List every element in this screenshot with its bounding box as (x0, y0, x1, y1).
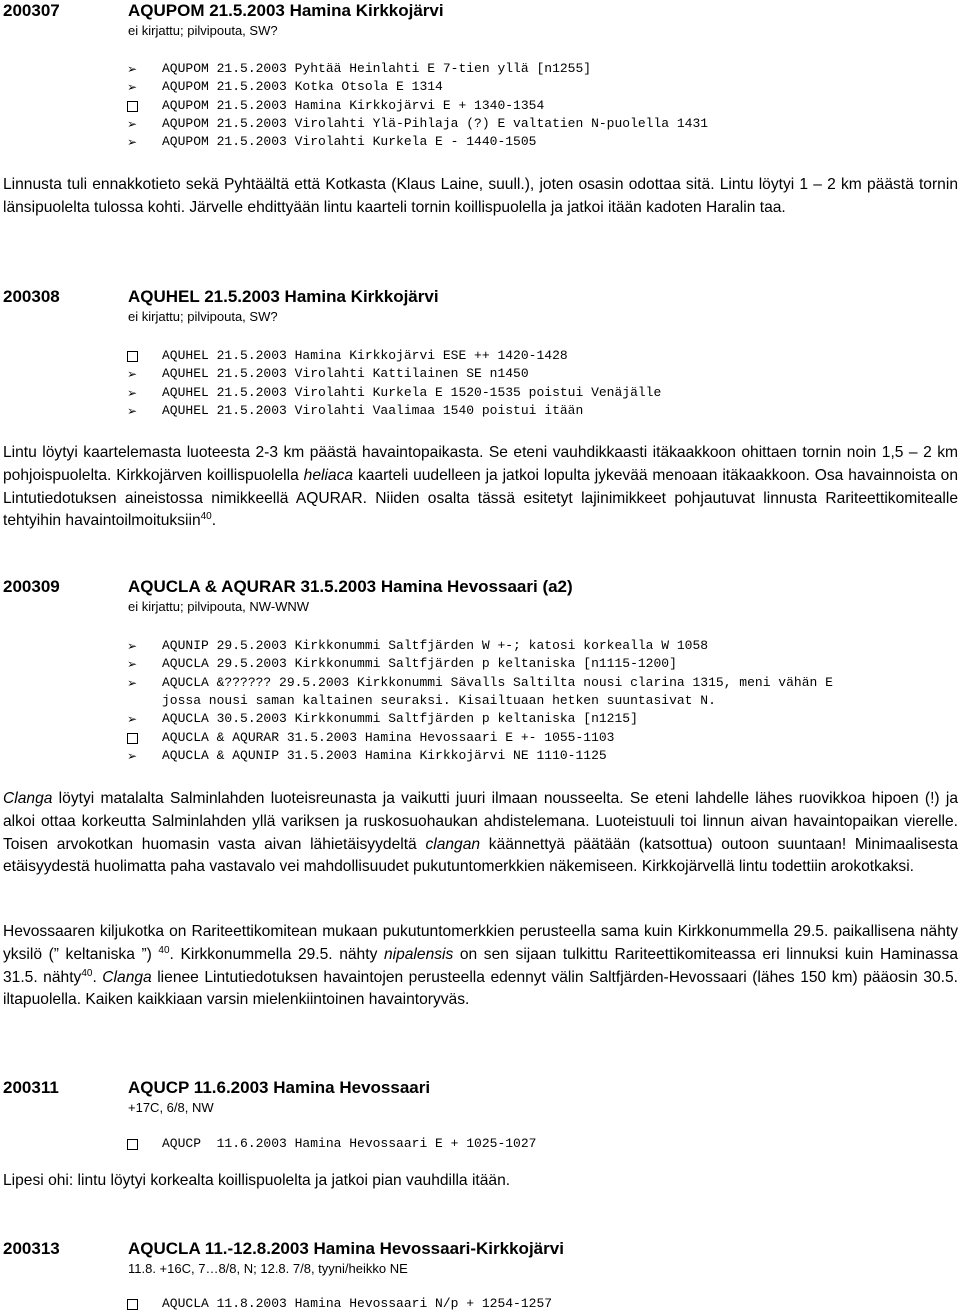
sighting-text: AQUCP 11.6.2003 Hamina Hevossaari E + 1025-1027 (162, 1136, 537, 1151)
text-run: Linnusta tuli ennakkotieto sekä Pyhtäältä että Kotkasta (Klaus Laine, suull.), joten osasin odottaa sitä. Lintu löytyi 1 – 2 km päästä tornin länsipuolelta tulossa kohti. Järvelle ehdittyään lintu kaarteli tornin koillispuolella ja jatkoi itään kadoten Haralin taa. (3, 176, 958, 216)
arrow-bullet-icon (125, 384, 139, 402)
paragraph (3, 442, 958, 533)
sighting-text: AQUPOM 21.5.2003 Kotka Otsola E 1314 (162, 79, 443, 95)
sighting-line (0, 384, 960, 402)
sighting-text: AQUPOM 21.5.2003 Pyhtää Heinlahti E 7-tien yllä [n1255] (162, 61, 592, 76)
sighting-line (0, 402, 960, 420)
record-number: 200313 (3, 1239, 60, 1258)
footnote-ref: 40 (158, 944, 170, 956)
sighting-line (0, 747, 960, 765)
arrow-bullet-icon (125, 655, 139, 673)
sighting-text: AQUCLA & AQUNIP 31.5.2003 Hamina Kirkkojärvi NE 1110-1125 (162, 747, 607, 763)
sighting-line (0, 347, 960, 365)
sighting-text: AQUHEL 21.5.2003 Hamina Kirkkojärvi ESE ++ 1420-1428 (162, 348, 568, 363)
sighting-text: AQUPOM 21.5.2003 Virolahti Ylä-Pihlaja (?) E valtatien N-puolella 1431 (162, 115, 709, 131)
sighting-text: AQUPOM 21.5.2003 Virolahti Kurkela E - 1440-1505 (162, 134, 537, 150)
sighting-line (0, 1135, 960, 1153)
sighting-text: jossa nousi saman kaltainen seuraksi. Kisailtuaan hetken suuntasivat N. (162, 692, 716, 708)
record-header (0, 576, 960, 598)
arrow-bullet-icon (125, 78, 139, 96)
italic-term: Clanga (3, 790, 53, 807)
italic-term: Clanga (102, 968, 152, 986)
sighting-line (0, 78, 960, 96)
record-number: 200307 (3, 1, 60, 20)
italic-term: heliaca (303, 466, 354, 484)
footnote-ref: 40 (200, 511, 212, 523)
record-title: AQUHEL 21.5.2003 Hamina Kirkkojärvi (128, 287, 439, 306)
arrow-bullet-icon (125, 115, 139, 133)
sighting-line (0, 710, 960, 728)
sighting-line (0, 1295, 960, 1313)
record-conditions: 11.8. +16C, 7…8/8, N; 12.8. 7/8, tyyni/heikko NE (128, 1261, 408, 1276)
record-header (0, 286, 960, 308)
sighting-text: AQUCLA 29.5.2003 Kirkkonummi Saltfjärden p keltaniska [n1115-1200] (162, 656, 677, 672)
sighting-line (0, 115, 960, 133)
paragraph (3, 788, 958, 879)
record-header (0, 1077, 960, 1099)
text-run: Lintu löytyi kaartelemasta luoteesta 2-3 km päästä havaintopaikasta. Se eteni vauhdikkaasti itäkaakkoon ohittaen tornin noin 1,5 – 2 km pohjoispuolelta. Kirkkojärven koillispuolella (3, 444, 958, 484)
record-number: 200308 (3, 287, 60, 306)
checkbox-bullet-icon (127, 101, 138, 112)
record-title: AQUCLA & AQURAR 31.5.2003 Hamina Hevossaari (a2) (128, 577, 573, 596)
sighting-line (0, 60, 960, 78)
arrow-bullet-icon (125, 365, 139, 383)
sighting-text: AQUCLA 11.8.2003 Hamina Hevossaari N/p + 1254-1257 (162, 1296, 553, 1311)
text-run: Hevossaaren kiljukotka on Rariteettikomitean mukaan pukutuntomerkkien perusteella sama kuin Kirkkonummella 29.5. paikallisena nähty yksilö (” keltaniska ”) (3, 923, 958, 963)
record-title: AQUCP 11.6.2003 Hamina Hevossaari (128, 1078, 431, 1097)
italic-term: clangan (425, 835, 481, 853)
record-number: 200311 (3, 1078, 59, 1097)
record-header (0, 0, 960, 22)
text-run: käännettyä päätään (katsottua) outoon suuntaan! Minimaalisesta etäisyydestä huolimatta paha vastavalo vei mahdollisuudet pukutuntomerkkien näkemiseen. Kirkkojärvellä lintu todettiin arokotkaksi. (3, 835, 958, 876)
paragraph (3, 921, 958, 1012)
record-title: AQUPOM 21.5.2003 Hamina Kirkkojärvi (128, 1, 444, 20)
sighting-line (0, 637, 960, 655)
footnote-ref: 40 (81, 967, 93, 979)
record-number: 200309 (3, 577, 60, 596)
paragraph (3, 174, 958, 220)
sighting-text: AQUNIP 29.5.2003 Kirkkonummi Saltfjärden W +-; katosi korkealla W 1058 (162, 638, 709, 653)
checkbox-bullet-icon (127, 1299, 138, 1310)
sighting-line (0, 692, 960, 710)
sighting-line (0, 133, 960, 151)
checkbox-bullet-icon (127, 351, 138, 362)
arrow-bullet-icon (125, 637, 139, 655)
text-run: on sen sijaan tulkittu Rariteettikomiteassa eri linnuksi kuin Haminassa 31.5. nähty (3, 945, 959, 986)
text-run: . (92, 968, 103, 986)
text-run: . Kirkkonummella 29.5. nähty (169, 945, 384, 963)
text-run: löytyi matalalta Salminlahden luoteisreunasta ja vaikutti juuri ilmaan nousseelta. Se eteni lahdelle lähes ruovikkoa hipoen (!) ja alkoi ottaa korkeutta Salminlahden yllä variksen ja ruskosuohaukan ahdistelemana. Luoteistuuli toi linnun aivan havaintopaikan vierelle. Toisen arvokotkan huomasin vasta aivan lähietäisyydeltä (3, 790, 958, 853)
italic-term: nipalensis (383, 945, 454, 963)
record-conditions: ei kirjattu; pilvipouta, NW-WNW (128, 599, 310, 614)
record-conditions: ei kirjattu; pilvipouta, SW? (128, 309, 278, 324)
sighting-line (0, 365, 960, 383)
checkbox-bullet-icon (127, 1139, 138, 1150)
text-run: lienee Lintutiedotuksen havaintojen perusteella edennyt välin Saltfjärden-Hevossaari (lähes 150 km) pääosin 30.5. iltapuolella. Kaiken kaikkiaan varsin mielenkiintoinen havaintoryväs. (3, 968, 958, 1009)
arrow-bullet-icon (125, 674, 139, 692)
record-conditions: ei kirjattu; pilvipouta, SW? (128, 23, 278, 38)
sighting-line (0, 655, 960, 673)
record-conditions: +17C, 6/8, NW (128, 1100, 214, 1115)
paragraph (3, 1170, 958, 1193)
sighting-line (0, 729, 960, 747)
record-header (0, 1238, 960, 1260)
sighting-text: AQUHEL 21.5.2003 Virolahti Kurkela E 1520-1535 poistui Venäjälle (162, 384, 662, 400)
sighting-text: AQUHEL 21.5.2003 Virolahti Vaalimaa 1540 poistui itään (162, 402, 584, 418)
sighting-text: AQUCLA &?????? 29.5.2003 Kirkkonummi Sävalls Saltilta nousi clarina 1315, meni vähän E (162, 674, 833, 690)
checkbox-bullet-icon (127, 733, 138, 744)
sighting-text: AQUCLA 30.5.2003 Kirkkonummi Saltfjärden p keltaniska [n1215] (162, 711, 638, 727)
text-run: kaarteli uudelleen ja jatkoi lopulta jykevää menoaan itäkaakkoon. Osa havainnoista on Lintutiedotuksen aineistossa nimikkeellä AQURAR. Niiden osalta tässä esitetyt lajinimikkeet pohjautuvat linnusta Rariteettikomitealle tehtyihin havaintoilmoituksiin (3, 466, 958, 530)
record-title: AQUCLA 11.-12.8.2003 Hamina Hevossaari-Kirkkojärvi (128, 1239, 564, 1258)
sighting-line (0, 674, 960, 692)
sighting-text: AQUHEL 21.5.2003 Virolahti Kattilainen SE n1450 (162, 366, 529, 382)
arrow-bullet-icon (125, 710, 139, 728)
sighting-text: AQUPOM 21.5.2003 Hamina Kirkkojärvi E + 1340-1354 (162, 97, 545, 113)
arrow-bullet-icon (125, 60, 139, 78)
arrow-bullet-icon (125, 402, 139, 420)
text-run: Lipesi ohi: lintu löytyi korkealta koillispuolelta ja jatkoi pian vauhdilla itään. (3, 1172, 511, 1189)
sighting-line (0, 97, 960, 115)
arrow-bullet-icon (125, 133, 139, 151)
text-run: . (211, 512, 217, 530)
sighting-text: AQUCLA & AQURAR 31.5.2003 Hamina Hevossaari E +- 1055-1103 (162, 729, 615, 745)
arrow-bullet-icon (125, 747, 139, 765)
